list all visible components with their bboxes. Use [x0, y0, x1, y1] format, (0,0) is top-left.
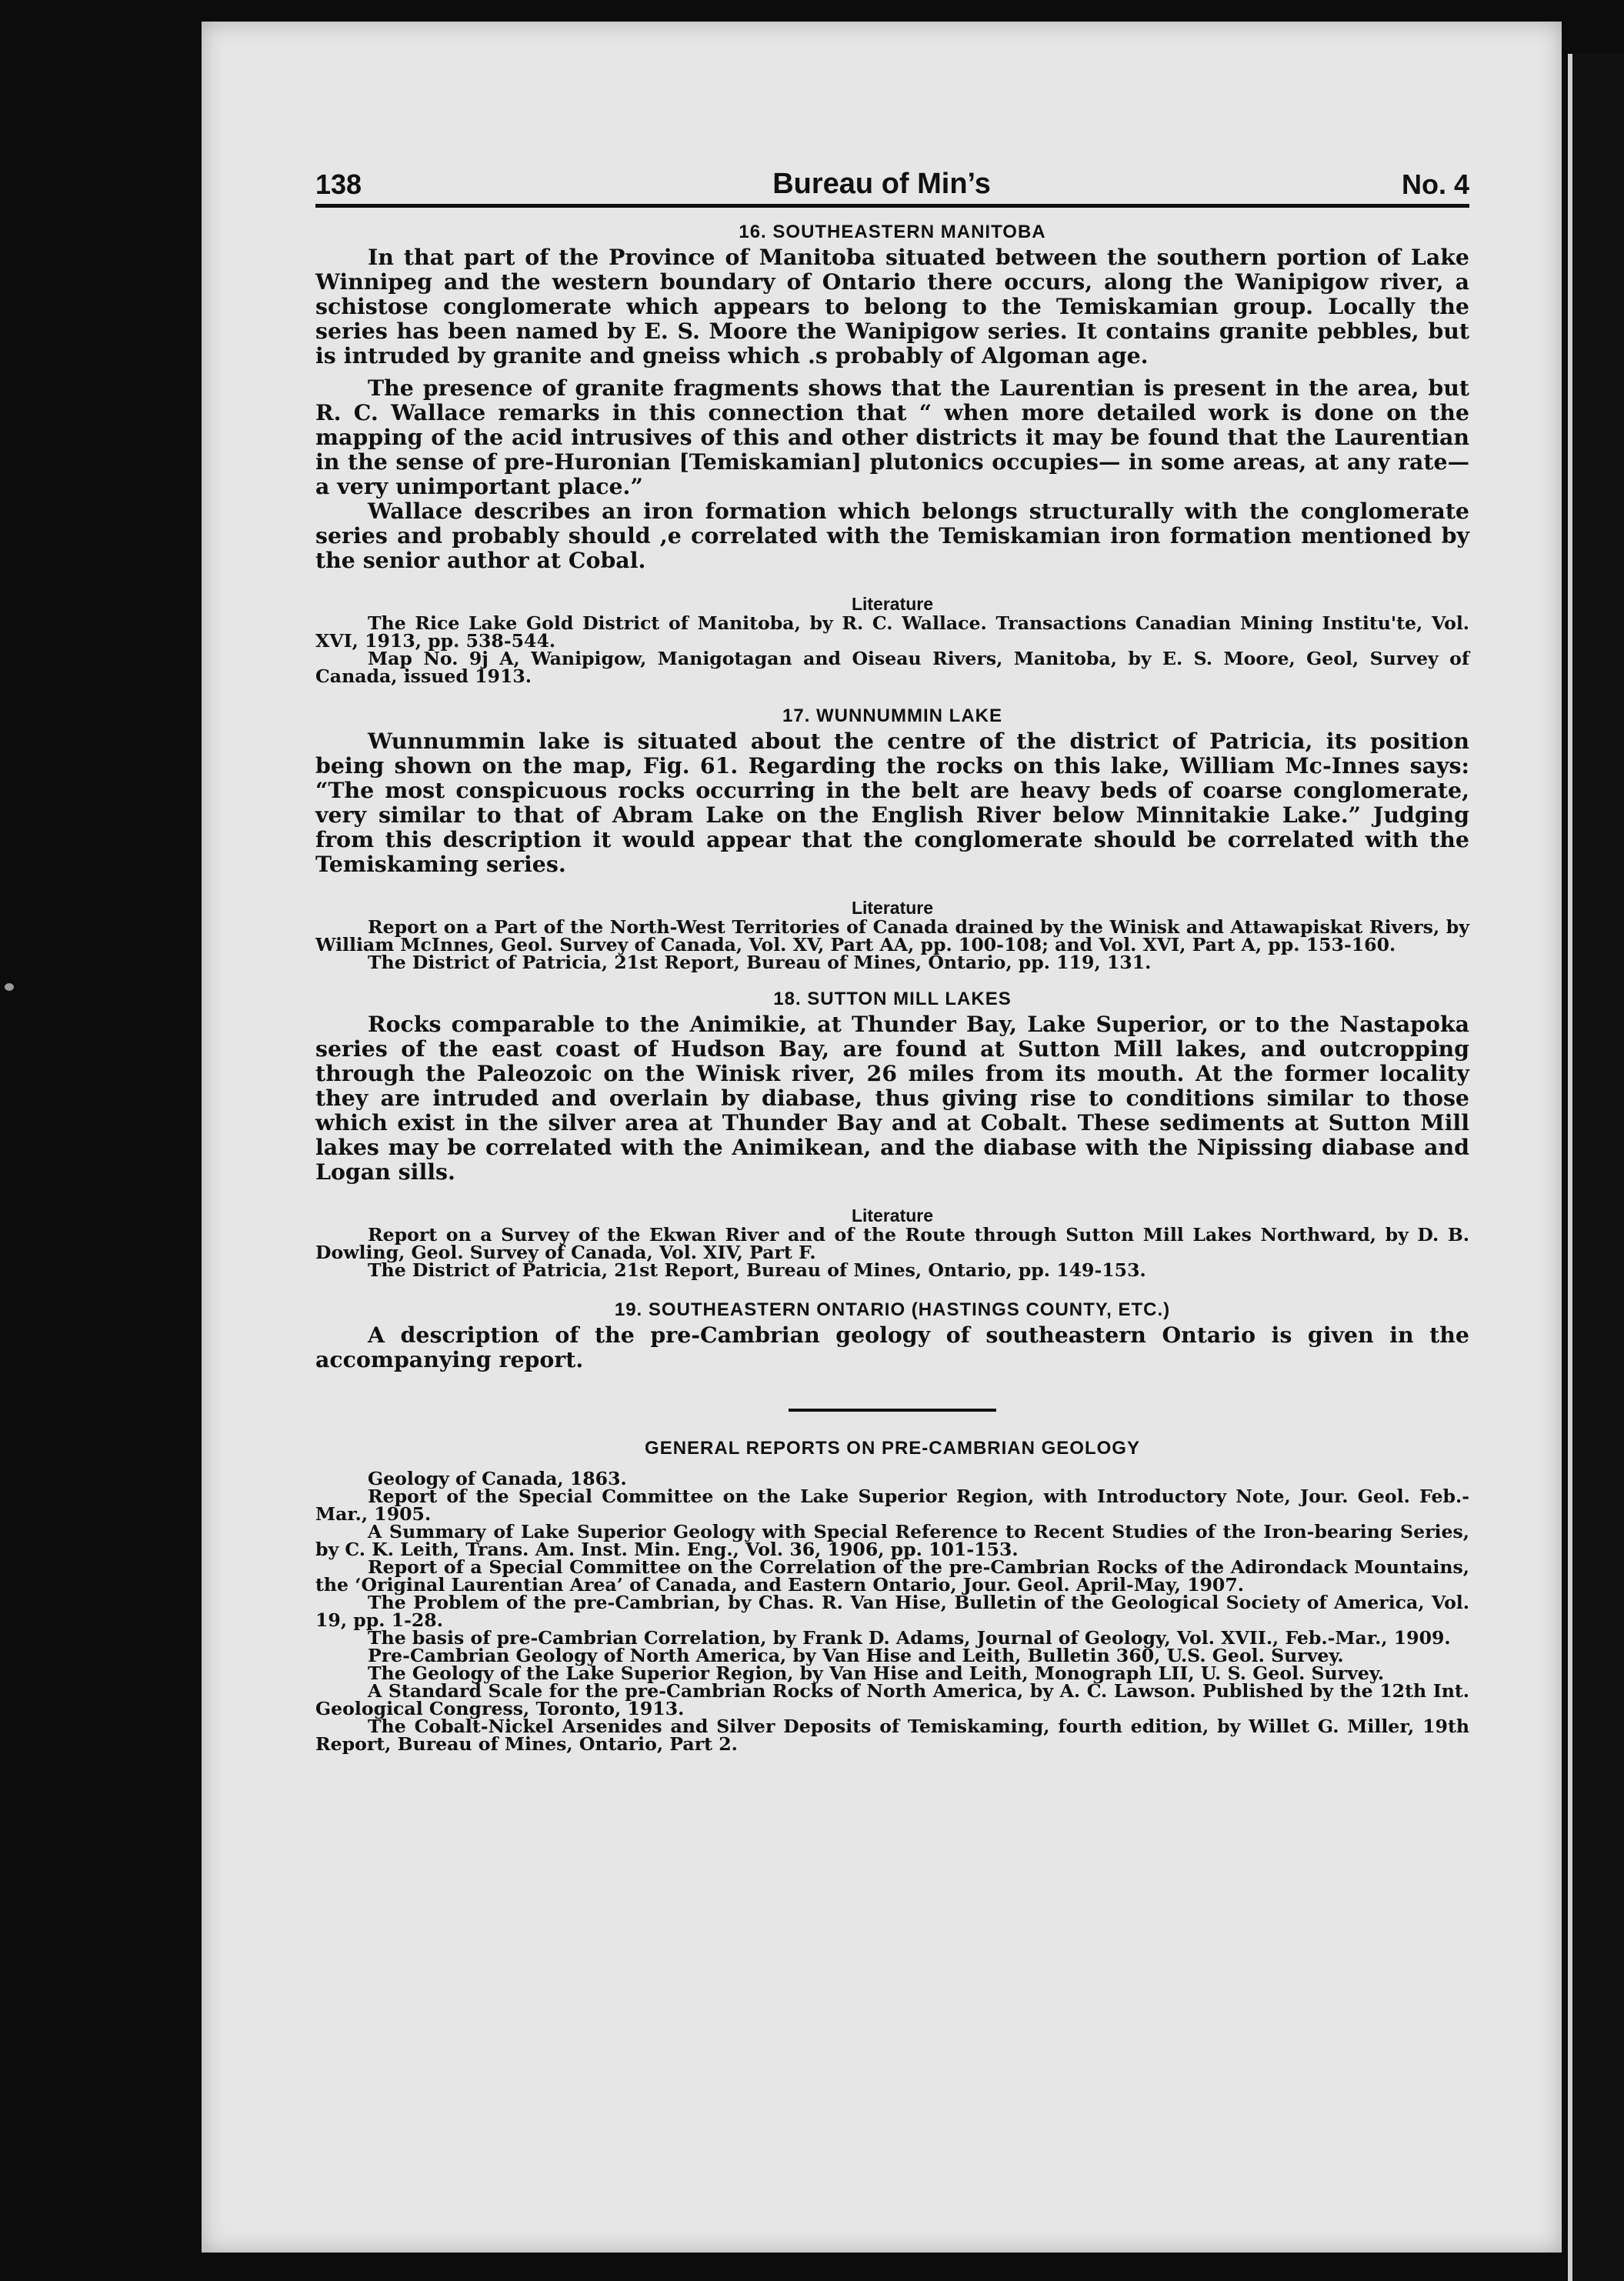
adjacent-page-edge [1568, 54, 1624, 2281]
literature-heading: Literature [851, 1206, 934, 1226]
body-paragraph: Wallace describes an iron formation which belongs structurally with the conglomerate series and probably should ,e correlated with the Temiskamian iron formation mentioned by the senior author at Cobal. [315, 498, 1469, 573]
literature-entry: Report on a Survey of the Ekwan River and of the Route through Sutton Mill Lakes Northward, by D. B. Dowling, Geol. Survey of Canada, Vol. XIV, Part F. [315, 1224, 1469, 1263]
running-header [315, 168, 1469, 208]
bibliography-entry: A Standard Scale for the pre-Cambrian Rocks of North America, by A. C. Lawson. Published by the 12th Int. Geological Congress, Toronto, 1913. [315, 1680, 1469, 1719]
body-paragraph: Wunnummin lake is situated about the centre of the district of Patricia, its position being shown on the map, Fig. 61. Regarding the rocks on this lake, William Mc-Innes says: “The most conspicuous rocks occurring in the belt are heavy beds of coarse conglomerate, very similar to that of Abram Lake on the English River below Minnitakie Lake.” Judging from this description it would appear that the conglomerate should be correlated with the Temiskaming series. [315, 728, 1469, 877]
page-number: 138 [315, 168, 362, 200]
bibliography-entry: Report of a Special Committee on the Correlation of the pre-Cambrian Rocks of the Adirondack Mountains, the ‘Original Laurentian Area’ of Canada, and Eastern Ontario, Jour. Geol. April-May, 1907. [315, 1556, 1469, 1596]
section-heading: 19. SOUTHEASTERN ONTARIO (HASTINGS COUNTY, ETC.) [614, 1299, 1171, 1320]
bibliography-entry: Geology of Canada, 1863. [368, 1468, 627, 1489]
section-heading: 16. SOUTHEASTERN MANITOBA [739, 222, 1046, 242]
body-paragraph: Rocks comparable to the Animikie, at Thunder Bay, Lake Superior, or to the Nastapoka series of the east coast of Hudson Bay, are found at Sutton Mill lakes, and outcropping through the Paleozoic on the Winisk river, 26 miles from its mouth. At the former locality they are intruded and overlain by diabase, thus giving rise to conditions similar to those which exist in the silver area at Thunder Bay and at Cobalt. These sediments at Sutton Mill lakes may be correlated with the Animikean, and the diabase with the Nipissing diabase and Logan sills. [315, 1011, 1469, 1185]
literature-heading: Literature [851, 898, 934, 918]
scan-speck [5, 983, 14, 991]
literature-entry: Map No. 9j A, Wanipigow, Manigotagan and Oiseau Rivers, Manitoba, by E. S. Moore, Geol, Survey of Canada, issued 1913. [315, 648, 1469, 687]
literature-entry: Report on a Part of the North-West Territories of Canada drained by the Winisk and Attawapiskat Rivers, by William McInnes, Geol. Survey of Canada, Vol. XV, Part AA, pp. 100-108; and Vol. XVI, Part A, pp. 153-160. [315, 916, 1469, 955]
page-content [315, 168, 1469, 1753]
bibliography-entry: The Cobalt-Nickel Arsenides and Silver Deposits of Temiskaming, fourth edition, by Willet G. Miller, 19th Report, Bureau of Mines, Ontario, Part 2. [315, 1716, 1469, 1755]
book-page [202, 22, 1562, 2253]
literature-entry: The District of Patricia, 21st Report, Bureau of Mines, Ontario, pp. 119, 131. [368, 952, 1152, 973]
body-paragraph: In that part of the Province of Manitoba situated between the southern portion of Lake Winnipeg and the western boundary of Ontario there occurs, along the Wanipigow river, a schistose conglomerate which appears to belong to the Temiskamian group. Locally the series has been named by E. S. Moore the Wanipigow series. It contains granite pebbles, but is intruded by granite and gneiss which .s probably of Algoman age. [315, 244, 1469, 368]
bibliography-entry: A Summary of Lake Superior Geology with Special Reference to Recent Studies of the Iron-bearing Series, by C. K. Leith, Trans. Am. Inst. Min. Eng., Vol. 36, 1906, pp. 101-153. [315, 1521, 1469, 1560]
bibliography-entry: The basis of pre-Cambrian Correlation, by Frank D. Adams, Journal of Geology, Vol. XVII., Feb.-Mar., 1909. [368, 1627, 1451, 1649]
section-heading: 17. WUNNUMMIN LAKE [782, 705, 1002, 726]
bibliography-entry: Pre-Cambrian Geology of North America, by Van Hise and Leith, Bulletin 360, U.S. Geol. Survey. [368, 1645, 1344, 1666]
bibliography-entry: The Geology of the Lake Superior Region, by Van Hise and Leith, Monograph LII, U. S. Geol. Survey. [368, 1662, 1385, 1684]
bibliography-entry: The Problem of the pre-Cambrian, by Chas. R. Van Hise, Bulletin of the Geological Society of America, Vol. 19, pp. 1-28. [315, 1592, 1469, 1631]
section-heading: 18. SUTTON MILL LAKES [773, 989, 1012, 1009]
general-reports-heading: GENERAL REPORTS ON PRE-CAMBRIAN GEOLOGY [645, 1438, 1140, 1459]
literature-entry: The Rice Lake Gold District of Manitoba, by R. C. Wallace. Transactions Canadian Mining Institu'te, Vol. XVI, 1913, pp. 538-544. [315, 612, 1469, 652]
issue-number: No. 4 [1401, 168, 1469, 200]
section-divider [789, 1409, 996, 1412]
body-paragraph: A description of the pre-Cambrian geology of southeastern Ontario is given in the accompanying report. [315, 1322, 1469, 1372]
literature-entry: The District of Patricia, 21st Report, Bureau of Mines, Ontario, pp. 149-153. [368, 1259, 1146, 1281]
publication-title: Bureau of Min’s [772, 168, 991, 200]
literature-heading: Literature [851, 594, 934, 614]
body-paragraph: The presence of granite fragments shows that the Laurentian is present in the area, but R. C. Wallace remarks in this connection that “ when more detailed work is done on the mapping of the acid intrusives of this and other districts it may be found that the Laurentian in the sense of pre-Huronian [Temiskamian] plutonics occupies— in some areas, at any rate—a very unimportant place.” [315, 375, 1469, 499]
bibliography-entry: Report of the Special Committee on the Lake Superior Region, with Introductory Note, Jour. Geol. Feb.-Mar., 1905. [315, 1486, 1469, 1525]
